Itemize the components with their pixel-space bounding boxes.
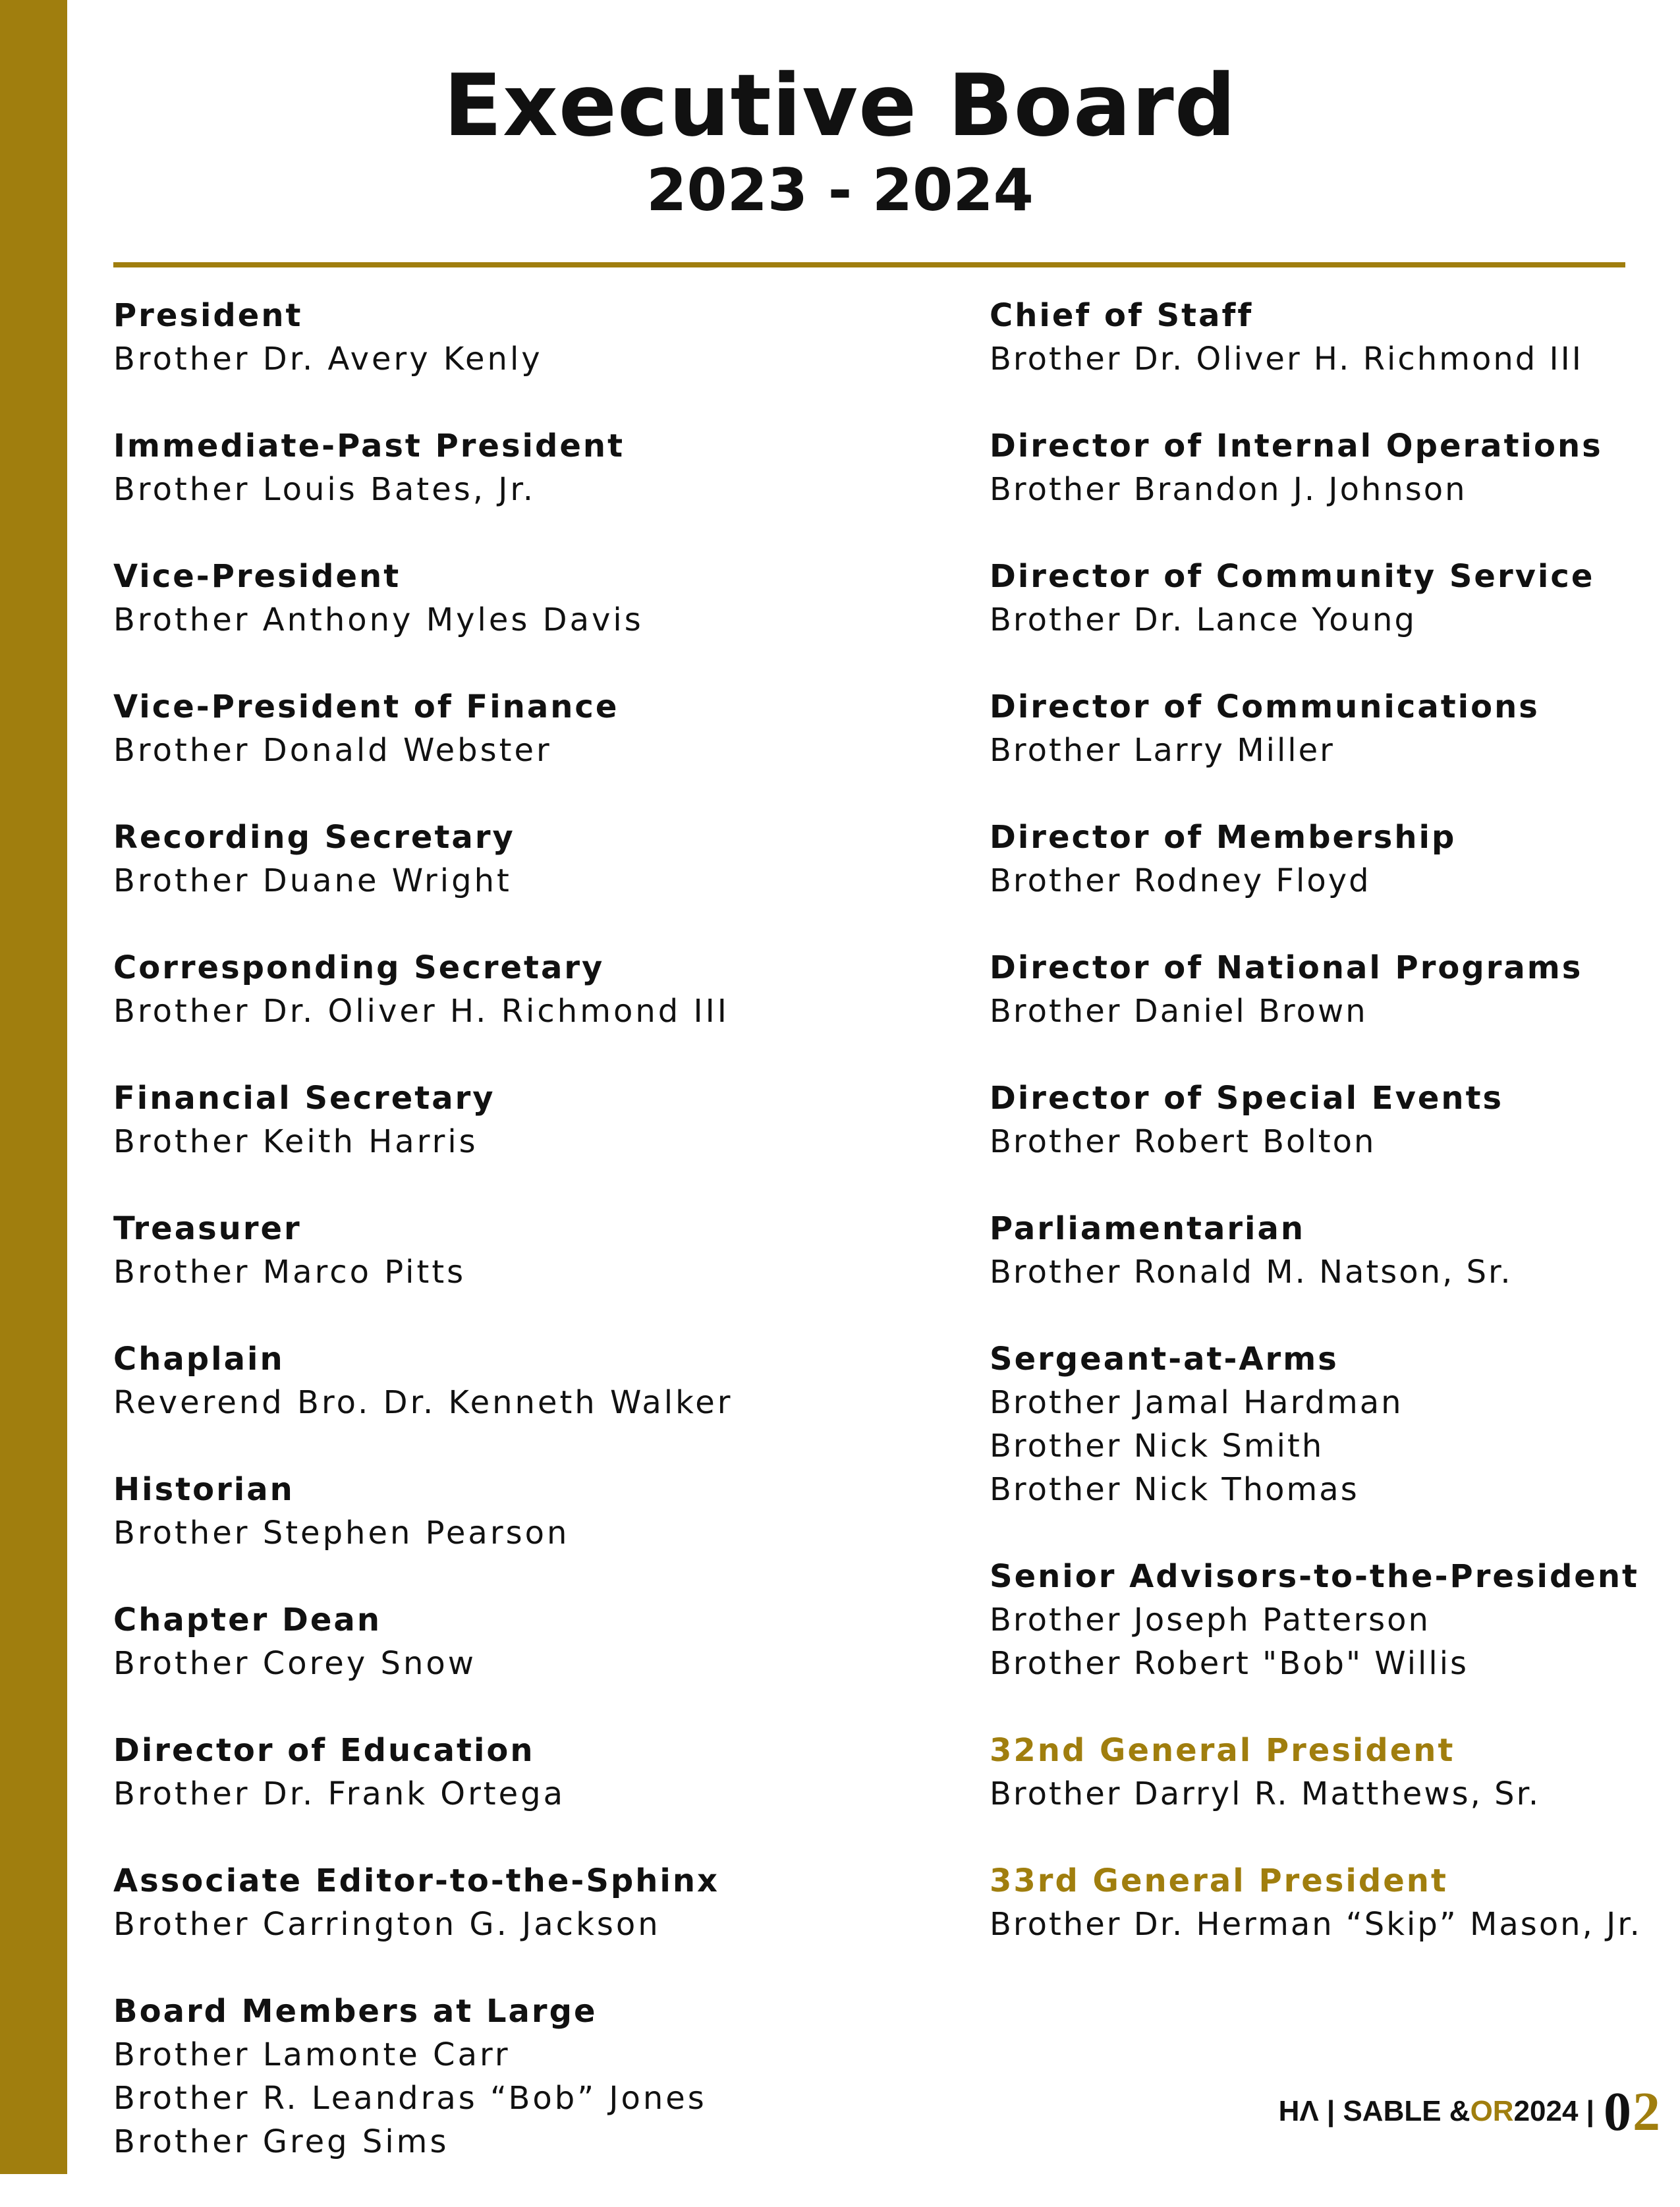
position-title: Board Members at Large [113, 1993, 598, 2030]
position-title: Corresponding Secretary [113, 949, 605, 986]
member-name: Brother Greg Sims [113, 2123, 449, 2160]
member-name: Brother Ronald M. Natson, Sr. [990, 1254, 1513, 1291]
position-title: Parliamentarian [990, 1210, 1306, 1247]
position-title: Director of Education [113, 1732, 535, 1769]
position-title: Immediate-Past President [113, 428, 625, 464]
position-title: Senior Advisors-to-the-President [990, 1558, 1639, 1595]
position-title: 33rd General President [990, 1862, 1448, 1899]
position-title: Director of Communications [990, 688, 1540, 725]
page-number-second-digit: 2 [1633, 2081, 1662, 2142]
member-name: Brother Rodney Floyd [990, 862, 1371, 899]
member-name: Brother Nick Thomas [990, 1471, 1359, 1508]
position-title: President [113, 297, 303, 334]
position-title: 32nd General President [990, 1732, 1455, 1769]
position-title: Chaplain [113, 1341, 285, 1378]
member-name: Brother R. Leandras “Bob” Jones [113, 2080, 707, 2117]
board-position [113, 555, 943, 642]
member-name: Reverend Bro. Dr. Kenneth Walker [113, 1384, 733, 1421]
member-name: Brother Nick Smith [990, 1428, 1324, 1465]
position-title: Recording Secretary [113, 819, 515, 856]
board-position [113, 1729, 943, 1816]
position-title: Chapter Dean [113, 1602, 381, 1638]
board-position [113, 1598, 943, 1685]
member-name: Brother Dr. Lance Young [990, 601, 1416, 638]
board-position [113, 1990, 943, 2164]
position-title: Vice-President [113, 558, 401, 595]
title-divider [113, 262, 1625, 267]
board-position [990, 1076, 1675, 1163]
position-title: Vice-President of Finance [113, 688, 619, 725]
page-footer [1279, 2075, 1662, 2148]
position-title: Chief of Staff [990, 297, 1254, 334]
position-title: Associate Editor-to-the-Sphinx [113, 1862, 720, 1899]
board-position [113, 1859, 943, 1946]
member-name: Brother Carrington G. Jackson [113, 1906, 661, 1943]
position-title: Director of Membership [990, 819, 1457, 856]
board-position [990, 1555, 1675, 1685]
member-name: Brother Robert Bolton [990, 1123, 1376, 1160]
board-position [990, 1859, 1675, 1946]
position-title: Financial Secretary [113, 1080, 495, 1117]
page-number [1604, 2080, 1662, 2144]
member-name: Brother Daniel Brown [990, 993, 1368, 1030]
footer-year-text: 2024 | [1513, 2095, 1594, 2127]
board-position [113, 1337, 943, 1424]
member-name: Brother Anthony Myles Davis [113, 601, 644, 638]
board-position [990, 946, 1675, 1033]
page-number-first-digit: 0 [1604, 2081, 1633, 2142]
board-position [990, 555, 1675, 642]
board-position [990, 1729, 1675, 1816]
board-position [113, 1468, 943, 1555]
board-position [990, 816, 1675, 903]
member-name: Brother Jamal Hardman [990, 1384, 1403, 1421]
member-name: Brother Brandon J. Johnson [990, 471, 1467, 508]
left-column [113, 294, 943, 2207]
board-position [113, 424, 943, 511]
member-name: Brother Dr. Oliver H. Richmond III [990, 341, 1583, 377]
member-name: Brother Marco Pitts [113, 1254, 466, 1291]
position-title: Director of Community Service [990, 558, 1595, 595]
position-title: Sergeant-at-Arms [990, 1341, 1339, 1378]
board-position [113, 1207, 943, 1294]
right-column [990, 294, 1675, 1990]
board-position [113, 1076, 943, 1163]
board-position [990, 1337, 1675, 1511]
member-name: Brother Robert "Bob" Willis [990, 1645, 1469, 1682]
footer-brand-text: HΛ | SABLE & [1278, 2095, 1470, 2127]
board-position [113, 294, 943, 381]
member-name: Brother Donald Webster [113, 732, 552, 769]
board-position [990, 424, 1675, 511]
position-title: Historian [113, 1471, 294, 1508]
member-name: Brother Dr. Herman “Skip” Mason, Jr. [990, 1906, 1642, 1943]
member-name: Brother Dr. Oliver H. Richmond III [113, 993, 729, 1030]
member-name: Brother Stephen Pearson [113, 1515, 570, 1551]
member-name: Brother Joseph Patterson [990, 1602, 1430, 1638]
board-position [113, 946, 943, 1033]
position-title: Treasurer [113, 1210, 302, 1247]
footer-or-text: OR [1470, 2095, 1514, 2127]
member-name: Brother Darryl R. Matthews, Sr. [990, 1775, 1541, 1812]
member-name: Brother Louis Bates, Jr. [113, 471, 536, 508]
board-position [990, 1207, 1675, 1294]
page-subtitle: 2023 - 2024 [646, 156, 1034, 224]
board-position [113, 685, 943, 772]
position-title: Director of National Programs [990, 949, 1583, 986]
member-name: Brother Dr. Avery Kenly [113, 341, 543, 377]
member-name: Brother Dr. Frank Ortega [113, 1775, 566, 1812]
gold-side-bar [0, 0, 67, 2174]
member-name: Brother Lamonte Carr [113, 2036, 511, 2073]
board-position [990, 685, 1675, 772]
member-name: Brother Corey Snow [113, 1645, 477, 1682]
member-name: Brother Keith Harris [113, 1123, 478, 1160]
position-title: Director of Internal Operations [990, 428, 1603, 464]
member-name: Brother Larry Miller [990, 732, 1335, 769]
member-name: Brother Duane Wright [113, 862, 512, 899]
board-position [990, 294, 1675, 381]
page-title: Executive Board [443, 55, 1237, 155]
board-position [113, 816, 943, 903]
position-title: Director of Special Events [990, 1080, 1504, 1117]
